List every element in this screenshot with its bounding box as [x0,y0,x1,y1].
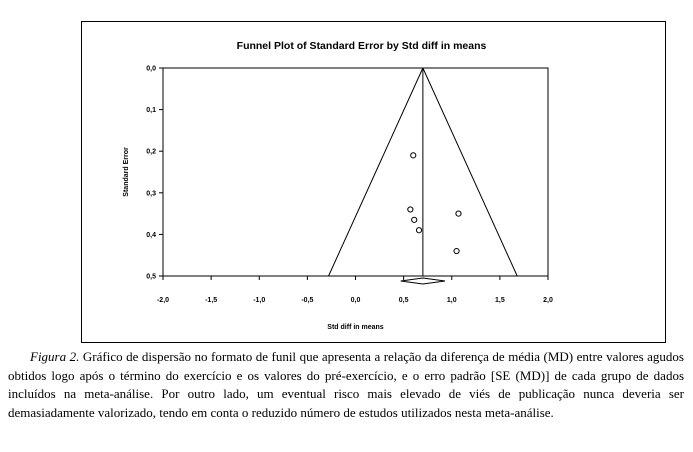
x-tick-label: -0,5 [301,297,314,304]
study-point-5 [456,211,461,216]
study-point-4 [416,228,421,233]
y-tick-label: 0,0 [146,65,156,73]
figure-frame [81,21,666,343]
x-tick-label: 0,0 [350,297,361,304]
caption-text: Gráfico de dispersão no formato de funil que apresenta a relação da diferença de média (MD) entre valores agudos obtidos logo após o término do exercício e os valores do pré-exercício, e o erro padrão [SE (MD)] de cada grupo de dados incluídos na meta-análise. Por outro lado, um eventual risco mais elevado de viés de publicação nunca deveria ser demasiadamente valorizado, tendo em conta o reduzido número de estudos utilizados nesta meta-análise. [8,349,684,420]
study-point-1 [411,153,416,158]
y-tick-label: 0,1 [146,107,156,115]
plot-area [163,68,548,276]
x-tick-label: 1,5 [495,297,505,304]
x-axis-label: Std diff in means [327,324,384,331]
x-tick-label: 0,5 [398,297,409,304]
x-tick-label: -2,0 [156,297,170,304]
study-point-2 [408,207,413,212]
funnel-plot [82,22,667,344]
study-point-3 [412,217,417,222]
chart-title: Funnel Plot of Standard Error by Std diff in means [236,40,487,52]
study-point-6 [454,248,459,253]
funnel-left-line [329,68,423,276]
y-tick-label: 0,2 [146,148,156,156]
funnel-right-line [423,68,517,276]
x-tick-label: -1,0 [253,297,266,304]
caption-label: Figura 2. [30,349,80,364]
y-axis-label: Standard Error [123,147,130,197]
figure-caption [8,348,684,422]
x-tick-label: 1,0 [446,297,457,304]
x-tick-label: 2,0 [543,297,553,304]
x-tick-label: -1,5 [205,297,218,304]
y-tick-label: 0,3 [146,190,156,198]
summary-diamond [401,278,445,284]
y-tick-label: 0,5 [146,273,156,281]
y-tick-label: 0,4 [146,231,156,239]
